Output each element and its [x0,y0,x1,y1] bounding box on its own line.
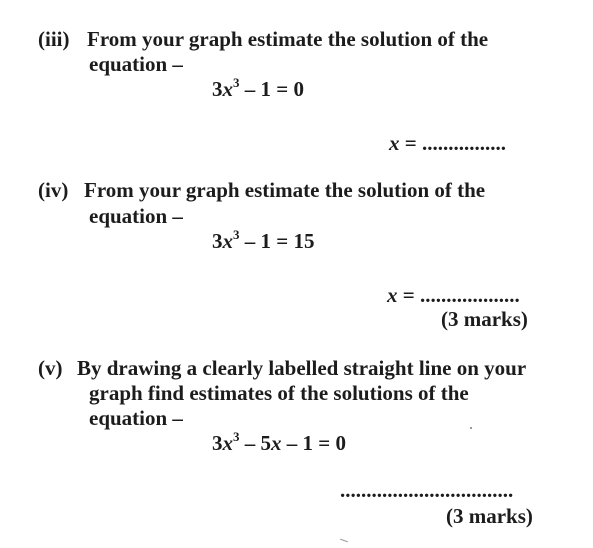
question-iv-label: (iv) [38,178,69,202]
question-v-line-2: graph find estimates of the solutions of the [89,381,469,405]
question-iii-label: (iii) [38,27,70,51]
scan-speck [470,427,472,429]
question-iii-line-2: equation – [89,52,183,76]
question-iii-equation: $3x^3 - 1 = 0$ [212,75,304,101]
question-v-line-1: By drawing a clearly labelled straight line on your [77,356,527,380]
question-v-label: (v) [38,356,63,380]
question-iv-line-2: equation – [89,204,183,228]
question-iv-equation: $3x^3 - 1 = 15$ [212,227,315,253]
question-iii-answer-line: x = ................ [389,131,506,155]
question-v-marks: (3 marks) [446,504,533,528]
question-iv-marks: (3 marks) [441,307,528,331]
question-v-line-3: equation – [89,406,183,430]
scan-speck [340,539,348,543]
question-iv-answer-line: x = ................... [387,283,520,307]
question-v-answer-line: ................................. [340,478,514,502]
question-iii-line-1: From your graph estimate the solution of the [87,27,489,51]
question-v-equation: $3x^3 - 5x - 1 = 0$ [212,429,346,455]
question-iv-line-1: From your graph estimate the solution of the [84,178,486,202]
